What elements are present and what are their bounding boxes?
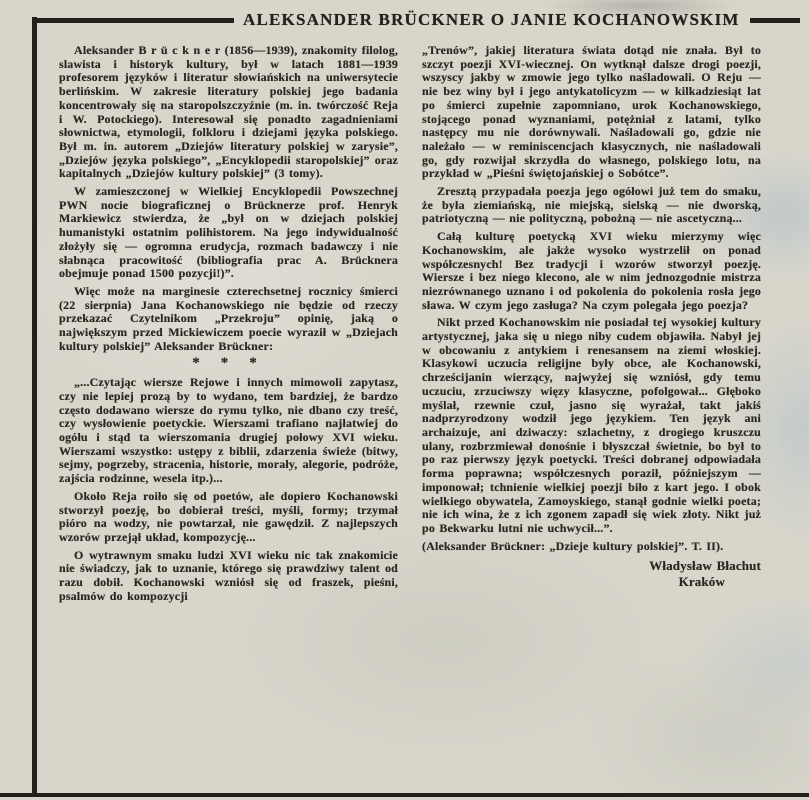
paragraph-treny: „Trenów”, jakiej literatura świata dotąd nie znała. Był to szczyt poezji XVI-wiecznej. On wytknął dalsze drogi poezji, wszyscy jakby w zmowie jego tylko naśladowali. O Reju — nie bez winy był i jego antykatolicyzm — w kilkadziesiąt lat po śmierci zupełnie zapomniano, urok Kochanowskiego, stojącego ponad wyznaniami, potężniał z latami, tylko następcy mu nie dorównywali. Naśladowali go, gdzie nie należało — w reminiscencjach klasycznych, nie naśladowali go, gdy rozwijał skrzydła do własnego, polskiego lotu, na przykład w „Pieśni świętojańskiej o Sobótce”. [422,43,761,181]
paragraph-rocznica: Więc może na marginesie czterechsetnej rocznicy śmierci (22 sierpnia) Jana Kochanowskiego nie będzie od rzeczy przekazać Czytelnikom „Przekroju” opinię, jaką o największym przed Mickiewiczem poecie wyraził w „Dziejach kultury polskiej” Aleksander Brückner: [59,283,398,353]
paragraph-kultura: Całą kulturę poetycką XVI wieku mierzymy więc Kochanowskim, ale jakże wysoko wystrzelił on ponad współczesnych! Bez tradycji i wzorów stworzył poezję. Wiersze i bez niego klecono, ale w nim jednozgodnie mistrza niezrównanego uznano i od pokolenia do pokolenia rosła jego sława. W czym jego zasługa? Na czym polegała jego poezja? [422,229,761,312]
paragraph-encyklopedia: W zamieszczonej w Wielkiej Encyklopedii Powszechnej PWN nocie biograficznej o Brücknerze prof. Henryk Markiewicz stwierdza, że „był on w dziejach polskiej humanistyki ostatnim polihistorem. Na jego indywidualność złożyły się — ogromna erudycja, rozmach badawczy i nie słabnąca pracowitość (bibliografia prac A. Brücknera obejmuje ponad 1500 pozycji!)”. [59,184,398,281]
signature-city: Kraków [678,574,725,590]
paragraph-zreszta: Zresztą przypadała poezja jego ogółowi już tem do smaku, że była ziemiańską, nie miejską, sielską — nie dworską, patriotyczną — nie polityczną, pobożną — nie ascetyczną... [422,184,761,226]
paragraph-nikt: Nikt przed Kochanowskim nie posiadał tej wysokiej kultury artystycznej, jaka się u niego niby cudem objawiła. Nabył jej w obcowaniu z antykiem i renesansem na ziemi włoskiej. Klasykowi uczucia religijne były obce, ale Kochanowski, chrześcijanin wierzący, najwyżej się wzniósł, gdy temu uczuciu, zrzuciwszy więzy klasyczne, pofolgował... Głęboko myślał, rzewnie czuł, jasno się wyrażał, takt jakiś nadprzyrodzony wodził jego językiem. Ten język ani archaizuje, ani dziwaczy: szlachetny, z drogiego kruszczu ulany, rozbrzmiewał donośnie i błyszczał świetnie, bo był to po raz pierwszy język poetycki. Treści dobranej odpowiadała forma poprawna; współczesnych poraził, późniejszym — imponował; tchnienie wielkiej poezji biło z kart jego. I obok wielkiego obywatela, Zamoyskiego, stanął godnie wielki poeta; nie ich wina, że z ich zgonem zapadł się wiek złoty. Nikt już po Bekwarku lutni nie uchwycił...”. [422,315,761,535]
paragraph-bio: Aleksander B r ü c k n e r (1856—1939), znakomity filolog, slawista i historyk kultury, był w latach 1881—1939 profesorem języków i literatur słowiańskich na uniwersytecie berlińskim. W zakresie literatury polskiej jego badania koncentrowały się na staropolszczyźnie (m. in. twórczość Reja i W. Potockiego). Interesował się ponadto zagadnieniami słownictwa, etymologii, folkloru i dziejami języka polskiego. Był m. in. autorem „Dziejów literatury polskiej w zarysie”, „Dziejów języka polskiego”, „Encyklopedii staropolskiej” oraz kapitalnych „Dziejów kultury polskiej” (3 tomy). [59,43,398,181]
header-rule-left [32,18,234,23]
paragraph-quote-rej: „...Czytając wiersze Rejowe i innych mimowoli zapytasz, czy nie lepiej prozą by to wydano, tem bardziej, że bardzo często dodawano wiersze do rymu tylko, nie dbano czy treść, czy wysłowienie poetyckie. Wierszami trafiano najłatwiej do ogółu i stąd ta wierszomania drugiej połowy XVI wieku. Wierszami wszystko: ustępy z biblii, zdarzenia świeże (bitwy, sejmy, pogrzeby, stracenia, historie, morały, alegorie, podróże, zajścia rodzinne, wesela itp.)... [59,375,398,486]
paragraph-quote-kochanowski: Około Reja roiło się od poetów, ale dopiero Kochanowski stworzył poezję, bo dobierał treści, myśli, formy; trzymał pióro na wodzy, nie powtarzał, nie gawędził. Z najlepszych wzorów przejął układ, kompozycję... [59,488,398,544]
frame-left-rule [32,17,37,795]
signature-block [422,558,761,590]
column-left [59,44,398,607]
paragraph-attribution: (Aleksander Brückner: „Dzieje kultury polskiej”. T. II). [422,538,724,553]
column-right [422,44,761,607]
paragraph-quote-smak: O wytrawnym smaku ludzi XVI wieku nic tak znakomicie nie świadczy, jak to uznanie, którego się prawdziwy talent od razu dobił. Kochanowski wzniósł się od fraszek, pieśni, psalmów do kompozycji [59,547,398,603]
section-separator-stars: * * * [192,355,265,372]
article-header [32,10,800,30]
frame-bottom-rule [0,793,809,797]
article-title: ALEKSANDER BRÜCKNER O JANIE KOCHANOWSKIM [243,10,740,29]
article-body [59,44,762,607]
header-rule-right [750,18,800,23]
signature-author: Władysław Błachut [649,558,761,574]
